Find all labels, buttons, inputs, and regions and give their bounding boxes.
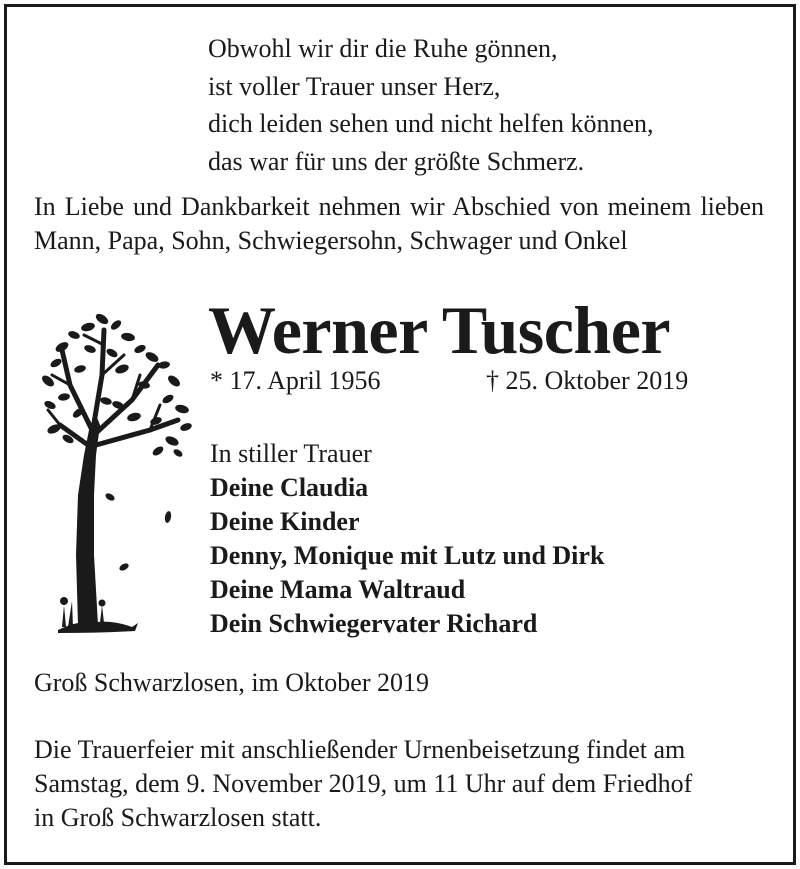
intro-text: In Liebe und Dankbarkeit nehmen wir Abschied von meinem lieben Mann, Papa, Sohn, Schwiegersohn, Schwager und Onkel bbox=[34, 192, 764, 255]
deceased-name: Werner Tuscher bbox=[208, 292, 671, 368]
poem-line: das war für uns der größte Schmerz. bbox=[208, 146, 585, 176]
service-line: Samstag, dem 9. November 2019, um 11 Uhr auf dem Friedhof bbox=[34, 769, 693, 798]
mourner-line: Dein Schwiegervater Richard bbox=[210, 609, 538, 638]
mourner-line: Deine Kinder bbox=[210, 507, 360, 536]
mourner-line: Denny, Monique mit Lutz und Dirk bbox=[210, 541, 605, 570]
tree-silhouette-icon bbox=[40, 305, 200, 640]
funeral-service-info bbox=[34, 733, 766, 835]
mourner-line: Deine Claudia bbox=[210, 473, 369, 502]
mourners-block bbox=[210, 437, 604, 641]
place-date: Groß Schwarzlosen, im Oktober 2019 bbox=[34, 668, 429, 697]
poem-line: Obwohl wir dir die Ruhe gönnen, bbox=[208, 34, 558, 63]
poem bbox=[208, 30, 653, 180]
death-date: † 25. Oktober 2019 bbox=[486, 366, 689, 395]
birth-date: * 17. April 1956 bbox=[210, 366, 381, 395]
service-line: in Groß Schwarzlosen statt. bbox=[34, 803, 322, 832]
mourner-line: Deine Mama Waltraud bbox=[210, 575, 466, 604]
poem-line: dich leiden sehen und nicht helfen können, bbox=[208, 109, 654, 138]
service-line: Die Trauerfeier mit anschließender Urnenbeisetzung findet am bbox=[34, 735, 686, 764]
poem-line: ist voller Trauer unser Herz, bbox=[208, 71, 501, 101]
mourners-heading: In stiller Trauer bbox=[210, 439, 372, 468]
